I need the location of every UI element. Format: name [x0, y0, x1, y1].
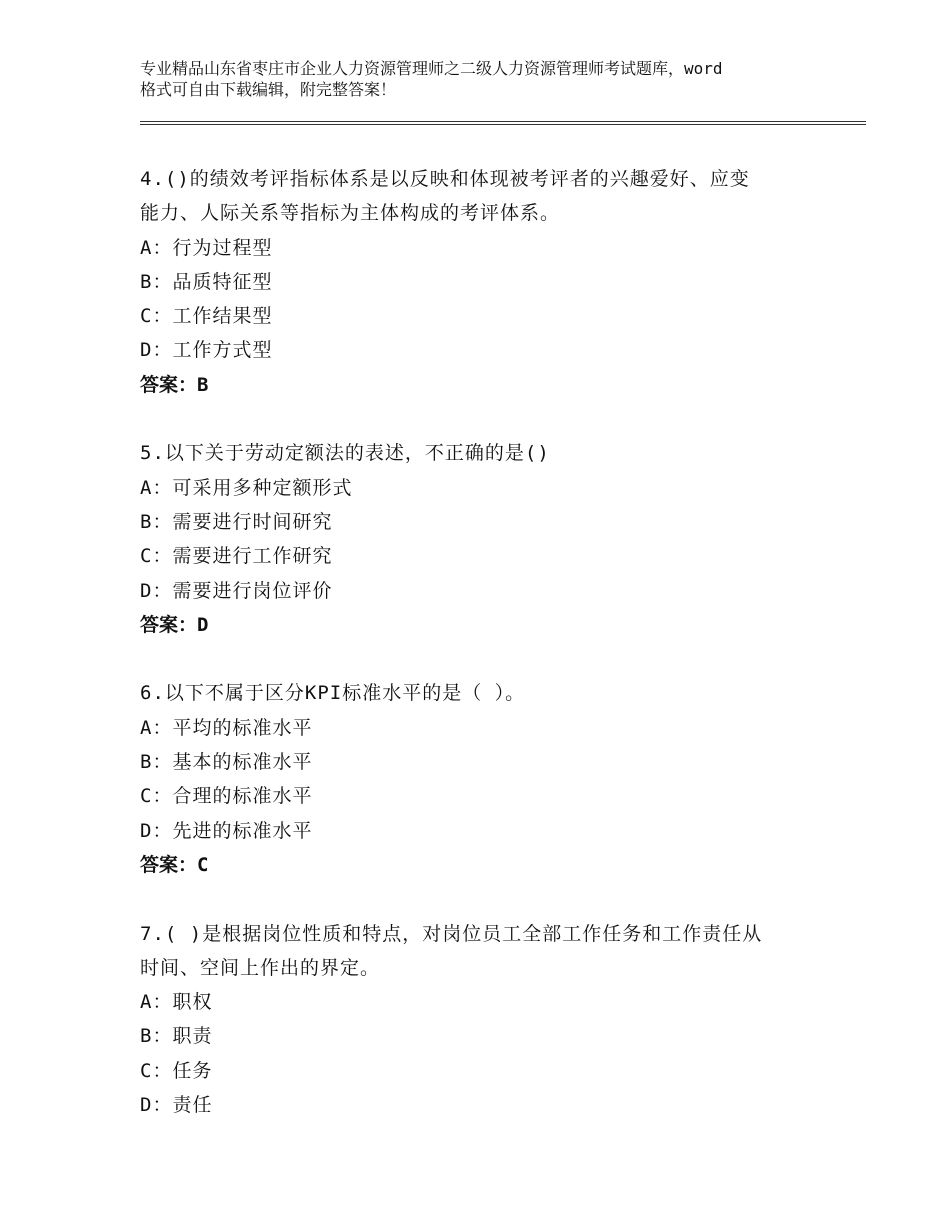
- option-b: B：基本的标准水平: [140, 751, 313, 774]
- option-d: D：先进的标准水平: [140, 819, 313, 842]
- answer: 答案：B: [140, 373, 209, 396]
- answer: 答案：D: [140, 613, 209, 636]
- question-list: [140, 162, 840, 1122]
- option-d: D：需要进行岗位评价: [140, 579, 333, 602]
- option-d: D：工作方式型: [140, 339, 273, 362]
- header-line-1: 专业精品山东省枣庄市企业人力资源管理师之二级人力资源管理师考试题库，word: [140, 59, 723, 78]
- header-line-2: 格式可自由下载编辑，附完整答案！: [140, 80, 397, 99]
- spacer: [140, 642, 840, 676]
- option-c: C：合理的标准水平: [140, 785, 313, 808]
- option-a: A：行为过程型: [140, 236, 273, 259]
- option-c: C：任务: [140, 1059, 213, 1082]
- option-c: C：需要进行工作研究: [140, 545, 333, 568]
- option-b: B：职责: [140, 1025, 213, 1048]
- question-4: [140, 162, 840, 402]
- question-stem: 6.以下不属于区分KPI标准水平的是（ ）。: [140, 682, 526, 705]
- question-6: [140, 676, 840, 882]
- spacer: [140, 882, 840, 916]
- option-b: B：品质特征型: [140, 270, 273, 293]
- option-c: C：工作结果型: [140, 305, 273, 328]
- option-b: B：需要进行时间研究: [140, 510, 333, 533]
- question-stem: 5.以下关于劳动定额法的表述，不正确的是(): [140, 442, 550, 465]
- option-d: D：责任: [140, 1094, 213, 1117]
- question-stem: 4.()的绩效考评指标体系是以反映和体现被考评者的兴趣爱好、应变: [140, 168, 750, 190]
- question-5: [140, 436, 840, 642]
- spacer: [140, 402, 840, 436]
- header-divider-top: [140, 121, 866, 122]
- answer: 答案：C: [140, 853, 209, 876]
- option-a: A：可采用多种定额形式: [140, 476, 353, 499]
- document-header: [140, 58, 840, 100]
- header-divider-bottom: [140, 124, 866, 125]
- question-7: [140, 917, 840, 1123]
- option-a: A：职权: [140, 991, 213, 1014]
- question-stem: 7.( )是根据岗位性质和特点，对岗位员工全部工作任务和工作责任从: [140, 922, 763, 945]
- option-a: A：平均的标准水平: [140, 716, 313, 739]
- question-stem: 能力、人际关系等指标为主体构成的考评体系。: [140, 202, 561, 225]
- question-stem: 时间、空间上作出的界定。: [140, 956, 381, 979]
